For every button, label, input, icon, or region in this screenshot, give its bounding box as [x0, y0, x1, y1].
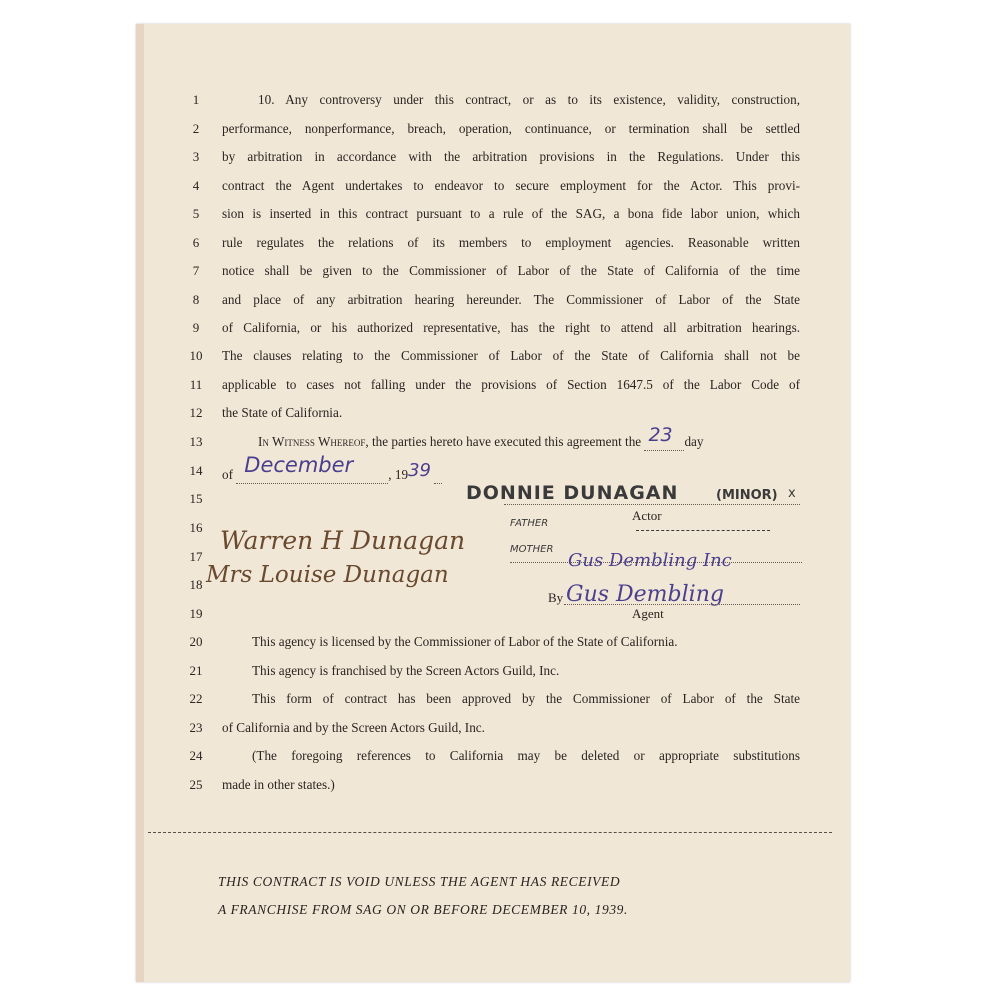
day-value: 23 [648, 424, 673, 446]
date-of: of [222, 467, 233, 482]
agent-signature-line [564, 604, 800, 605]
line-number: 2 [192, 121, 200, 136]
notice-line: of California and by the Screen Actors Guild, Inc. [222, 720, 485, 735]
contract-text-line: contract the Agent undertakes to endeavor to secure employment for the Actor. This provi- [222, 178, 800, 193]
contract-text-line: of California, or his authorized representative, has the right to attend all arbitration hearings. [222, 320, 800, 335]
father-label: FATHER [510, 518, 549, 529]
contract-text-line: rule regulates the relations of its members to employment agencies. Reasonable written [222, 235, 800, 250]
line-number: 22 [189, 691, 203, 706]
line-number: 7 [192, 263, 200, 278]
contract-text-line: and place of any arbitration hearing hereunder. The Commissioner of Labor of the State [222, 292, 800, 307]
line-number: 12 [189, 405, 203, 420]
month-value: December [244, 453, 354, 477]
notice-line: made in other states.) [222, 777, 335, 792]
contract-text-line: performance, nonperformance, breach, operation, continuance, or termination shall be settled [222, 121, 800, 136]
line-number: 25 [189, 777, 203, 792]
page-edge [136, 24, 144, 982]
year-underline [434, 467, 442, 484]
line-number: 23 [189, 720, 203, 735]
year-value: 39 [408, 460, 431, 481]
line-number: 6 [192, 235, 200, 250]
footer-line-2: A FRANCHISE FROM SAG ON OR BEFORE DECEMBER 10, 1939. [218, 902, 629, 917]
actor-label: Actor [632, 508, 662, 523]
line-number: 20 [189, 634, 203, 649]
contract-text-line: notice shall be given to the Commissioner of Labor of the State of California of the time [222, 263, 800, 278]
contract-text-line: The clauses relating to the Commissioner of Labor of the State of California shall not be [222, 348, 800, 363]
actor-minor: (MINOR) [716, 488, 778, 503]
father-line [636, 530, 770, 531]
actor-name: DONNIE DUNAGAN [466, 482, 679, 504]
contract-text-line: by arbitration in accordance with the arbitration provisions in the Regulations. Under this [222, 149, 800, 164]
agency-signature: Gus Dembling Inc [568, 550, 732, 571]
footer-line-1: THIS CONTRACT IS VOID UNLESS THE AGENT HAS RECEIVED [218, 874, 621, 889]
line-number: 4 [192, 178, 200, 193]
date-line [222, 453, 800, 484]
line-number: 15 [189, 491, 203, 506]
line-number: 13 [189, 434, 203, 449]
witness-lead: In Witness Whereof [258, 434, 366, 449]
notice-line: This agency is licensed by the Commissioner of Labor of the State of California. [252, 634, 678, 649]
line-number: 24 [189, 748, 203, 763]
line-number: 14 [189, 463, 203, 478]
witness-text: , the parties hereto have executed this agreement the [365, 434, 642, 449]
notice-line: This agency is franchised by the Screen Actors Guild, Inc. [252, 663, 560, 678]
line-number: 18 [189, 577, 203, 592]
contract-text-line: the State of California. [222, 405, 343, 420]
agent-signature: Gus Dembling [566, 582, 724, 607]
witness-clause [258, 424, 803, 451]
line-number: 19 [189, 606, 203, 621]
contract-text-line: 10. Any controversy under this contract, or as to its existence, validity, construction, [258, 92, 800, 107]
line-number: 10 [189, 348, 203, 363]
notice-line: (The foregoing references to California may be deleted or appropriate substitutions [252, 748, 800, 763]
notice-line: This form of contract has been approved by the Commissioner of Labor of the State [252, 691, 800, 706]
line-number: 1 [192, 92, 200, 107]
line-number: 17 [189, 549, 203, 564]
line-number: 21 [189, 663, 203, 678]
father-signature: Warren H Dunagan [220, 526, 466, 555]
by-label: By [548, 590, 564, 605]
line-number: 11 [189, 377, 203, 392]
line-number: 8 [192, 292, 200, 307]
section-divider [148, 832, 832, 833]
line-number: 3 [192, 149, 200, 164]
contract-text-line: applicable to cases not falling under the provisions of Section 1647.5 of the Labor Code of [222, 377, 800, 392]
actor-mark: x [788, 486, 796, 501]
line-number: 9 [192, 320, 200, 335]
agent-label: Agent [632, 606, 664, 621]
line-number: 5 [192, 206, 200, 221]
line-number: 16 [189, 520, 203, 535]
contract-text-line: sion is inserted in this contract pursuant to a rule of the SAG, a bona fide labor union, which [222, 206, 800, 221]
month-field [236, 453, 388, 484]
day-field [644, 424, 684, 451]
mother-label: MOTHER [510, 544, 554, 555]
mother-signature: Mrs Louise Dunagan [206, 562, 449, 588]
year-prefix: , 19 [388, 467, 409, 482]
actor-signature-line [504, 504, 800, 505]
day-suffix: day [684, 434, 704, 449]
